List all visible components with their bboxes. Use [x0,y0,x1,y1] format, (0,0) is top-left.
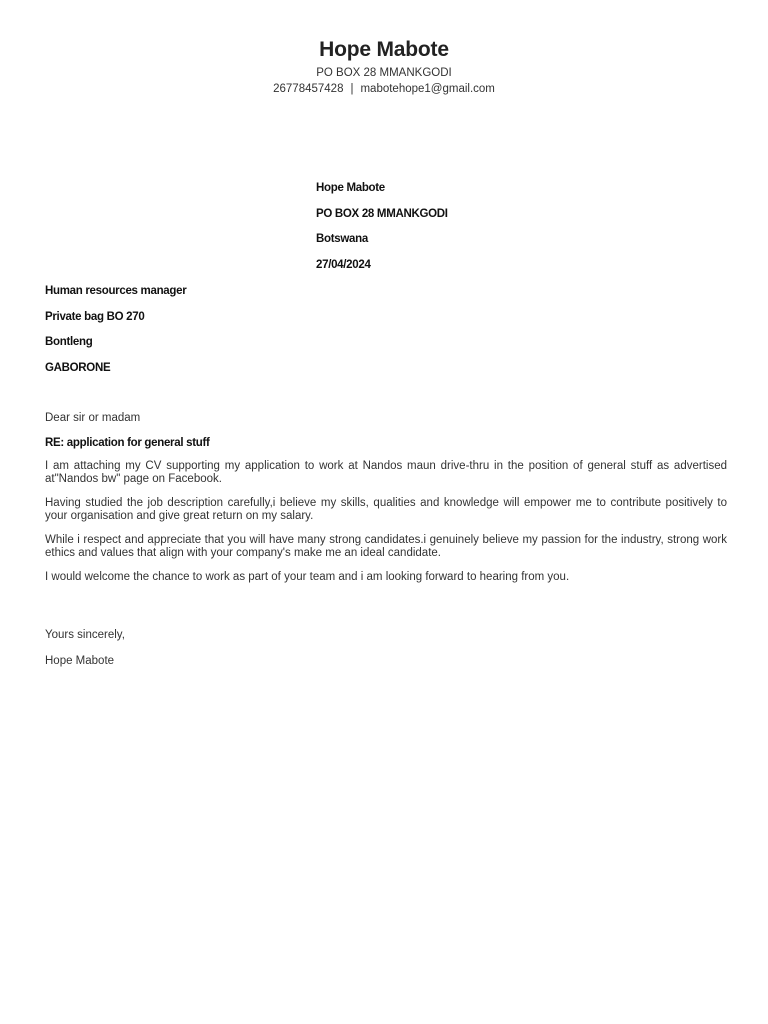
closing-block [45,628,125,680]
letterhead-contact [0,81,768,97]
recipient-city: GABORONE [45,361,111,374]
closing-phrase: Yours sincerely, [45,629,125,641]
recipient-address: Private bag BO 270 [45,310,145,323]
sender-name: Hope Mabote [316,182,385,194]
contact-separator: | [350,83,354,95]
letter-body [45,411,727,595]
body-paragraph: I am attaching my CV supporting my application to work at Nandos maun drive-thru in the position of general stuff as advertised at"Nandos bw" page on Facebook. [45,460,727,485]
body-paragraph: I would welcome the chance to work as part of your team and i am looking forward to hearing from you. [45,571,570,583]
recipient-area: Bontleng [45,336,93,348]
signature-name: Hope Mabote [45,655,115,667]
body-paragraph: While i respect and appreciate that you will have many strong candidates.i genuinely believe my passion for the industry, strong work ethics and values that align with your company's make me an ideal candidate. [45,534,727,559]
recipient-block [45,284,186,386]
letterhead-address: PO BOX 28 MMANKGODI [316,67,452,79]
sender-block [316,181,448,283]
subject-line: RE: application for general stuff [45,437,210,449]
letterhead-name: Hope Mabote [319,38,449,61]
letterhead-phone: 26778457428 [273,83,344,95]
letterhead [0,37,768,97]
sender-address: PO BOX 28 MMANKGODI [316,207,448,220]
sender-country: Botswana [316,233,368,245]
body-paragraph: Having studied the job description carefully,i believe my skills, qualities and knowledge will empower me to contribute positively to your organisation and give great return on my salary. [45,497,727,522]
salutation: Dear sir or madam [45,412,141,424]
recipient-title: Human resources manager [45,285,187,297]
letterhead-email: mabotehope1@gmail.com [360,83,495,95]
letter-date: 27/04/2024 [316,258,371,271]
